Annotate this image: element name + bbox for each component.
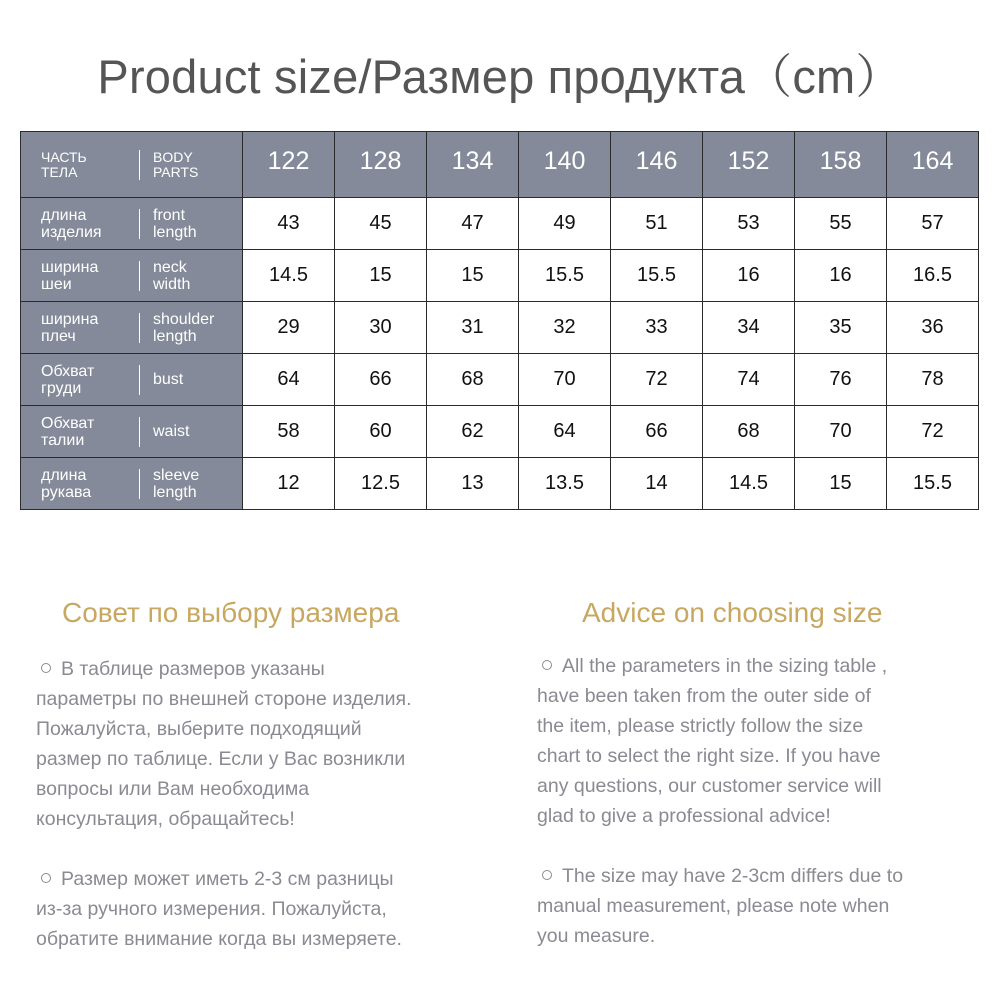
label-line: front [153, 206, 186, 224]
advice-line-first [36, 654, 486, 684]
measurement-cell: 15 [335, 250, 427, 302]
measurement-cell: 15.5 [887, 458, 979, 510]
body-part-en [153, 207, 242, 241]
body-part-ru [21, 467, 139, 501]
body-part-label-cell [21, 250, 243, 302]
size-header-cell: 122 [243, 132, 335, 198]
measurement-cell: 15 [427, 250, 519, 302]
size-header-cell: 146 [611, 132, 703, 198]
measurement-cell: 72 [887, 406, 979, 458]
size-header-cell: 152 [703, 132, 795, 198]
measurement-cell: 16 [795, 250, 887, 302]
measurement-cell: 64 [243, 354, 335, 406]
label-line: талии [41, 431, 85, 449]
table-header-row [21, 132, 979, 198]
advice-line: glad to give a professional advice! [537, 805, 831, 827]
measurement-cell: 43 [243, 198, 335, 250]
label-line: length [153, 483, 197, 501]
measurement-cell: 32 [519, 302, 611, 354]
measurement-cell: 55 [795, 198, 887, 250]
measurement-cell: 33 [611, 302, 703, 354]
body-part-en [153, 311, 242, 345]
advice-line: Пожалуйста, выберите подходящий [36, 718, 362, 740]
label-line: ТЕЛА [41, 163, 78, 180]
label-line: shoulder [153, 310, 215, 328]
label-line: ширина [41, 258, 99, 276]
label-line: длина [41, 466, 87, 484]
body-part-ru [21, 415, 139, 449]
label-line: Обхват [41, 414, 95, 432]
measurement-cell: 14.5 [703, 458, 795, 510]
measurement-cell: 36 [887, 302, 979, 354]
advice-line: вопросы или Вам необходима [36, 778, 310, 800]
measurement-cell: 12.5 [335, 458, 427, 510]
body-part-label-cell [21, 198, 243, 250]
label-line: изделия [41, 223, 102, 241]
advice-line: из-за ручного измерения. Пожалуйста, [36, 898, 387, 920]
label-divider [139, 150, 140, 180]
label-line: width [153, 275, 191, 293]
body-part-en [153, 259, 242, 293]
label-line: neck [153, 258, 187, 276]
advice-line: have been taken from the outer side of [537, 685, 871, 707]
label-line: ЧАСТЬ [41, 148, 87, 165]
measurement-cell: 49 [519, 198, 611, 250]
advice-line: any questions, our customer service will [537, 775, 882, 797]
measurement-cell: 74 [703, 354, 795, 406]
body-part-label [21, 250, 242, 301]
size-table [20, 131, 979, 510]
advice-paragraph [36, 864, 486, 954]
label-divider [139, 365, 140, 395]
label-line: ширина [41, 310, 99, 328]
body-part-label-cell [21, 458, 243, 510]
body-part-ru [21, 207, 139, 241]
measurement-cell: 78 [887, 354, 979, 406]
measurement-cell: 66 [335, 354, 427, 406]
measurement-cell: 68 [703, 406, 795, 458]
table-row [21, 354, 979, 406]
measurement-cell: 64 [519, 406, 611, 458]
body-part-en [153, 371, 242, 388]
advice-line: the item, please strictly follow the size [537, 715, 864, 737]
table-row [21, 458, 979, 510]
advice-line-text: Размер может иметь 2-3 см разницы [61, 868, 394, 890]
table-row [21, 302, 979, 354]
advice-paragraph [537, 651, 987, 831]
measurement-cell: 15.5 [611, 250, 703, 302]
label-line: PARTS [153, 163, 199, 180]
advice-line-text: The size may have 2-3cm differs due to [562, 865, 904, 887]
measurement-cell: 14 [611, 458, 703, 510]
label-line: плеч [41, 327, 76, 345]
measurement-cell: 58 [243, 406, 335, 458]
label-line: шеи [41, 275, 72, 293]
advice-title-en: Advice on choosing size [582, 597, 883, 628]
advice-title-ru: Совет по выбору размера [62, 597, 400, 628]
measurement-cell: 68 [427, 354, 519, 406]
body-part-label [21, 458, 242, 509]
advice-line-text: All the parameters in the sizing table , [562, 655, 888, 677]
measurement-cell: 12 [243, 458, 335, 510]
body-part-label-cell [21, 302, 243, 354]
body-part-en [153, 423, 242, 440]
advice-line-text: В таблице размеров указаны [61, 658, 325, 680]
measurement-cell: 72 [611, 354, 703, 406]
advice-line: консультация, обращайтесь! [36, 808, 295, 830]
table-row [21, 198, 979, 250]
measurement-cell: 70 [519, 354, 611, 406]
body-part-label-cell [21, 406, 243, 458]
label-line: BODY [153, 148, 193, 165]
measurement-cell: 29 [243, 302, 335, 354]
measurement-cell: 70 [795, 406, 887, 458]
bullet-circle-icon [542, 870, 552, 880]
measurement-cell: 51 [611, 198, 703, 250]
body-part-label [21, 406, 242, 457]
measurement-cell: 15.5 [519, 250, 611, 302]
label-line: Обхват [41, 362, 95, 380]
body-part-en [153, 467, 242, 501]
body-part-ru [21, 150, 139, 180]
measurement-cell: 53 [703, 198, 795, 250]
measurement-cell: 45 [335, 198, 427, 250]
advice-line: размер по таблице. Если у Вас возникли [36, 748, 406, 770]
advice-line-first [537, 651, 987, 681]
body-part-label [21, 198, 242, 249]
advice-text-en [537, 651, 987, 981]
label-divider [139, 417, 140, 447]
measurement-cell: 16.5 [887, 250, 979, 302]
table-row [21, 406, 979, 458]
advice-paragraph [36, 654, 486, 834]
label-line: waist [153, 423, 190, 440]
size-header-cell: 140 [519, 132, 611, 198]
measurement-cell: 16 [703, 250, 795, 302]
measurement-cell: 13 [427, 458, 519, 510]
bullet-circle-icon [542, 660, 552, 670]
body-part-ru [21, 363, 139, 397]
label-line: длина [41, 206, 87, 224]
label-line: рукава [41, 483, 92, 501]
body-part-ru [21, 259, 139, 293]
advice-line: manual measurement, please note when [537, 895, 890, 917]
bullet-circle-icon [41, 663, 51, 673]
measurement-cell: 35 [795, 302, 887, 354]
body-part-ru [21, 311, 139, 345]
size-header-cell: 164 [887, 132, 979, 198]
page-title: Product size/Размер продукта（cm） [97, 50, 903, 103]
measurement-cell: 60 [335, 406, 427, 458]
measurement-cell: 14.5 [243, 250, 335, 302]
size-header-cell: 128 [335, 132, 427, 198]
measurement-cell: 76 [795, 354, 887, 406]
label-divider [139, 209, 140, 239]
table-row [21, 250, 979, 302]
label-line: length [153, 327, 197, 345]
body-part-label-cell [21, 354, 243, 406]
body-part-label [21, 354, 242, 405]
body-part-en [153, 150, 242, 180]
label-line: bust [153, 371, 184, 388]
advice-line-first [537, 861, 987, 891]
label-divider [139, 261, 140, 291]
measurement-cell: 57 [887, 198, 979, 250]
measurement-cell: 15 [795, 458, 887, 510]
label-divider [139, 469, 140, 499]
advice-line: you measure. [537, 925, 656, 947]
advice-line-first [36, 864, 486, 894]
advice-line: параметры по внешней стороне изделия. [36, 688, 412, 710]
bullet-circle-icon [41, 873, 51, 883]
advice-paragraph [537, 861, 987, 951]
label-divider [139, 313, 140, 343]
measurement-cell: 66 [611, 406, 703, 458]
measurement-cell: 31 [427, 302, 519, 354]
body-part-label-cell [21, 132, 243, 198]
measurement-cell: 62 [427, 406, 519, 458]
advice-text-ru [36, 654, 486, 984]
measurement-cell: 30 [335, 302, 427, 354]
body-part-label [21, 302, 242, 353]
body-part-label [21, 132, 242, 197]
measurement-cell: 13.5 [519, 458, 611, 510]
measurement-cell: 47 [427, 198, 519, 250]
label-line: sleeve [153, 466, 200, 484]
size-header-cell: 158 [795, 132, 887, 198]
advice-line: chart to select the right size. If you have [537, 745, 881, 767]
label-line: length [153, 223, 197, 241]
label-line: груди [41, 379, 82, 397]
measurement-cell: 34 [703, 302, 795, 354]
advice-line: обратите внимание когда вы измеряете. [36, 928, 402, 950]
size-header-cell: 134 [427, 132, 519, 198]
